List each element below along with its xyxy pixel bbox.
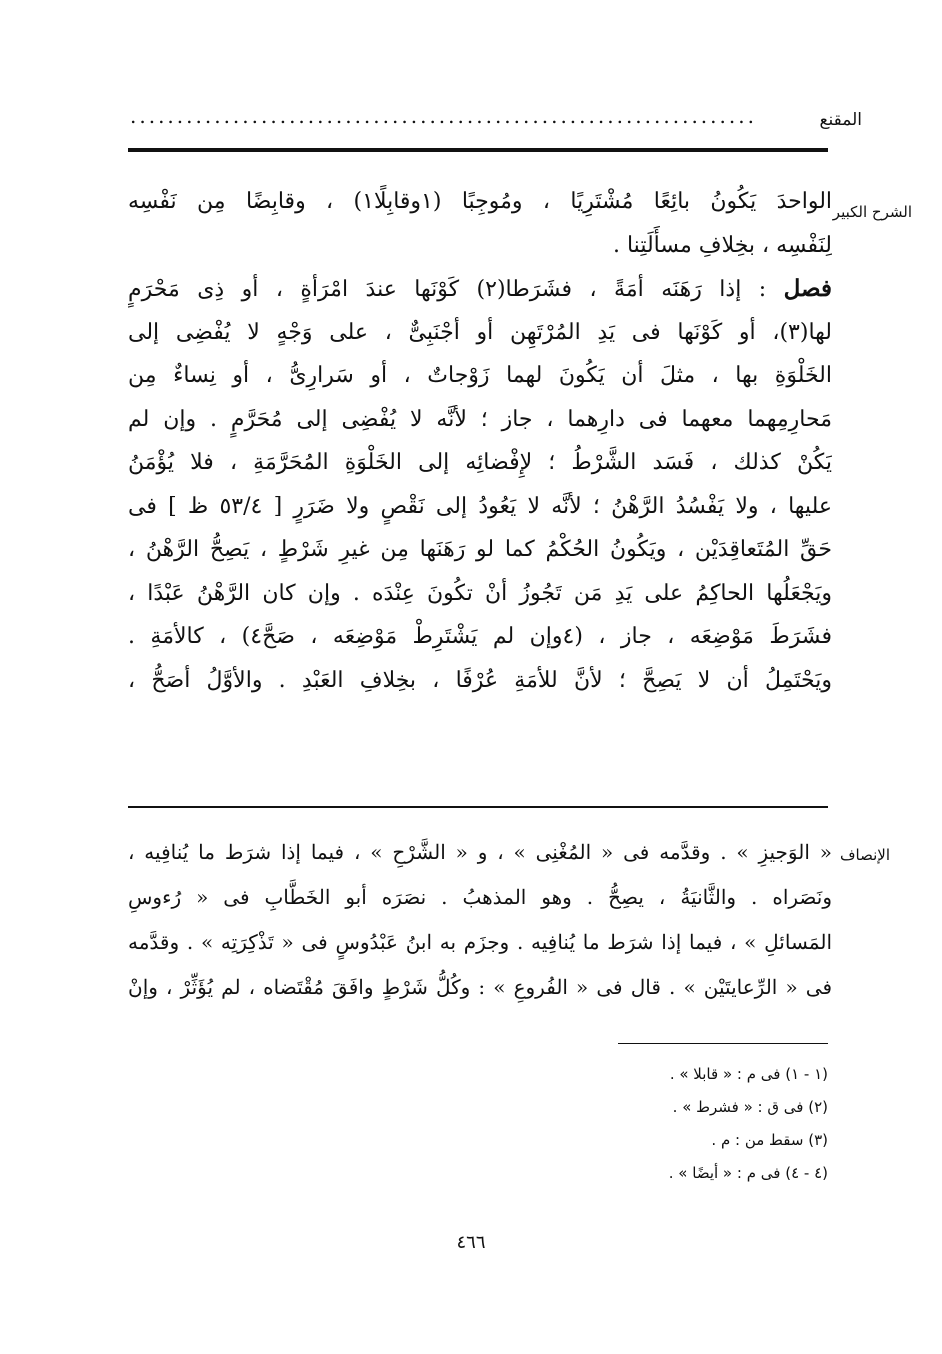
main-line-11: فشَرَطَ مَوْضِعَه ، جاز ، (٤وإن لم يَشْتَرِطْ مَوْضِعَه ، صَحَّ٤) ، كالأمَةِ .	[128, 624, 832, 649]
main-line-8: عليها ، ولا يَفْسُدُ الرَّهْنُ ؛ لأنَّه لا يَعُودُ إلى نَقْصٍ ولا ضَرَرٍ [ ٥٣/٤ ظ ] فى	[128, 493, 832, 519]
main-line-4	[128, 311, 832, 355]
footnote-rule	[618, 1043, 828, 1044]
main-line-1: الواحدَ يَكُونُ بائِعًا مُشْتَرِيًا ، ومُوجِبًا (١وقابِلًا١) ، وقابِضًا مِن نَفْسِه	[128, 189, 832, 214]
section-divider	[128, 806, 828, 808]
main-line-12: ويَحْتَمِلُ أن لا يَصِحَّ ؛ لأنَّ للأمَةِ عُرْفًا ، بخِلافِ العَبْدِ . والأوَّلُ أصَحُّ ،	[128, 667, 832, 693]
insaf-line-2: ونَصَراه . والثَّانيَةُ ، يصِحُّ . وهو المذهبُ . نصَرَه أبو الخَطَّابِ فى « رُءوسِ	[128, 885, 832, 909]
fasl-heading: فصل	[783, 275, 832, 302]
fasl-heading-line	[128, 267, 832, 311]
footnote-3: (٣) سقط من : م .	[711, 1131, 828, 1149]
side-label-sharh: الشرح الكبير	[832, 203, 912, 221]
footnote-1: (١ - ١) فى م : « قابلا » .	[669, 1065, 828, 1083]
running-header-title: المقنع	[819, 110, 862, 130]
footnote-2: (٢) فى ق : « فشرط » .	[672, 1098, 828, 1116]
insaf-line-1: « الوَجيزِ » . وقدَّمه فى « المُغْنِى » ، و « الشَّرْحِ » ، فيما إذا شرَط ما يُنافِيه ،	[128, 840, 832, 864]
main-line-10: ويَجْعَلُها الحاكِمُ على يَدِ مَن تَجُوزُ أنْ تكُونَ عِنْدَه . وإن كان الرَّهْنُ عَبْدًا ،	[128, 580, 832, 606]
main-line-9: حَقِّ المُتَعاقِدَيْن ، ويَكُونُ الحُكْمُ كما لو رَهَنَها مِن غيرِ شَرْطٍ ، يَصِحُّ الرَّهْنُ ،	[128, 537, 832, 562]
fasl-heading-rest: : إذا رَهَنَه أمَةً ، فشَرَطا(٢) كَوْنَها عندَ امْرَأةٍ ، أو ذِى مَحْرَمٍ	[128, 277, 784, 302]
main-line-2: لِنَفْسِه ، بخِلافِ مسأَلَتِنا .	[612, 232, 832, 258]
footnotes	[400, 1058, 828, 1190]
main-line-5: الخَلْوَةِ بها ، مثلَ أن يَكُونَ لهما زَوْجاتٌ ، أو سَرارِىُّ ، أو نِساءٌ مِن	[128, 363, 832, 388]
main-text-block	[128, 180, 832, 702]
side-label-insaf: الإنصاف	[839, 846, 890, 864]
page-number: ٤٦٦	[456, 1232, 486, 1253]
header-rule	[128, 148, 828, 152]
insaf-line-3: المَسائلِ » ، فيما إذا شرَط ما يُنافِيه . وجزَم به ابنُ عَبْدُوسٍ فى « تَذْكِرَتِه » . وقدَّمه	[128, 930, 832, 954]
main-line-7: يَكُنْ كذلك ، فَسَد الشَّرْطُ ؛ لإِفْضائِه إلى الخَلْوَةِ المُحَرَّمَةِ ، فلا يُؤْمَنُ	[128, 450, 832, 475]
footnote-4: (٤ - ٤) فى م : « أيضًا » .	[668, 1164, 828, 1182]
header-dotted-leader: ...................................................................	[130, 104, 757, 128]
main-line-4-rest: ، أو كَوْنَها فى يَدِ المُرْتَهِن أو أجْنَبِىٌّ ، على وَجْهٍ لا يُفْضِى إلى	[128, 319, 780, 345]
main-line-4-start: لها(٣)	[779, 319, 832, 345]
insaf-line-4: فى « الرِّعايتَيْن » . قال فى « الفُروعِ » : وكُلُّ شَرْطٍ وافَقَ مُقْتَضاه ، لم يُؤَثِّرْ ، وإنْ	[128, 975, 832, 999]
insaf-text-block	[128, 830, 832, 1010]
main-line-6: مَحارِمِهما معهما فى دارِهما ، جاز ؛ لأنَّه لا يُفْضِى إلى مُحَرَّمٍ . وإن لم	[128, 406, 832, 432]
